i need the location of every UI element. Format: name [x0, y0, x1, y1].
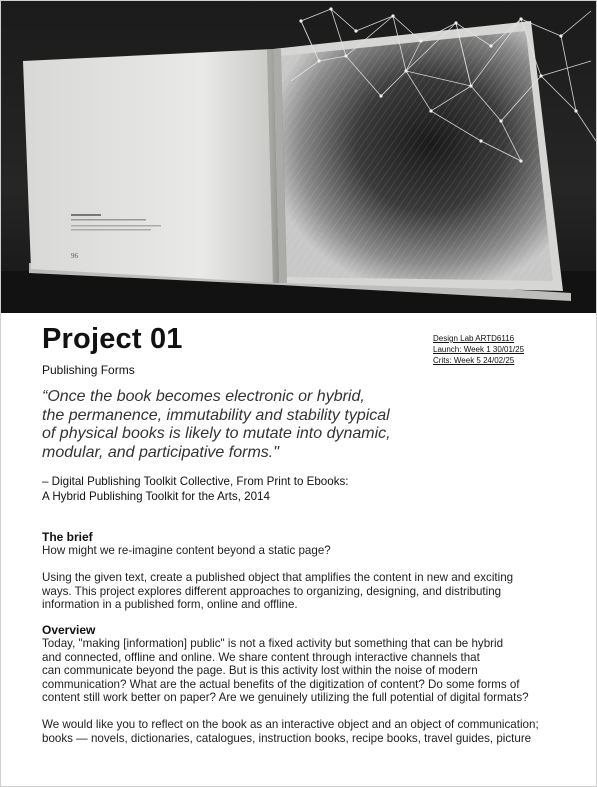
page-title: Project 01 [42, 323, 183, 355]
paragraph-line: We would like you to reflect on the book as an interactive object and an object of communication; [42, 718, 539, 731]
book-page-number: 96 [71, 252, 78, 260]
brief-heading: The brief [42, 530, 93, 544]
paragraph-line: and connected, offline and online. We share content through interactive channels that [42, 650, 480, 664]
meta-course-code[interactable]: Design Lab ARTD6116 [433, 334, 515, 343]
hero-book-photo [1, 1, 596, 313]
paragraph-line: Using the given text, create a published object that amplifies the content in new and exciting [42, 571, 514, 584]
brief-paragraph [42, 571, 562, 612]
paragraph-line: communication? What are the actual benefits of the digitization of content? Do some forms of [42, 677, 520, 691]
paragraph-line: ways. This project explores different approaches to organizing, designing, and distributing [42, 584, 502, 598]
paragraph-line: information in a published form, online and offline. [42, 598, 298, 612]
course-meta [433, 333, 524, 366]
paragraph-line: Today, "making [information] public" is not a fixed activity but something that can be hybrid [42, 637, 504, 650]
quote-line: the permanence, immutability and stability typical [42, 406, 390, 424]
brief-question: How might we re-imagine content beyond a static page? [42, 544, 331, 557]
page-subtitle: Publishing Forms [42, 363, 135, 377]
quote-attribution [42, 474, 349, 504]
quote-line: “Once the book becomes electronic or hybrid, [42, 388, 365, 405]
paragraph-line: books — novels, dictionaries, catalogues, instruction books, recipe books, travel guides, picture [42, 731, 532, 745]
overview-paragraph-1 [42, 637, 562, 705]
meta-launch-date[interactable]: Launch: Week 1 30/01/25 [433, 345, 525, 354]
pull-quote [42, 388, 402, 462]
overview-paragraph-2 [42, 718, 562, 745]
meta-crits-date[interactable]: Crits: Week 5 24/02/25 [433, 356, 515, 365]
attribution-line: A Hybrid Publishing Toolkit for the Arts, 2014 [42, 490, 270, 503]
overview-heading: Overview [42, 623, 96, 637]
quote-line: of physical books is likely to mutate into dynamic, [42, 425, 391, 443]
quote-line: modular, and participative forms." [42, 443, 279, 461]
paragraph-line: content still work better on paper? Are we genuinely utilizing the full potential of digital formats? [42, 691, 529, 705]
attribution-line: – Digital Publishing Toolkit Collective, From Print to Ebooks: [42, 475, 349, 488]
paragraph-line: can communicate beyond the page. But is this activity lost within the noise of modern [42, 664, 478, 678]
